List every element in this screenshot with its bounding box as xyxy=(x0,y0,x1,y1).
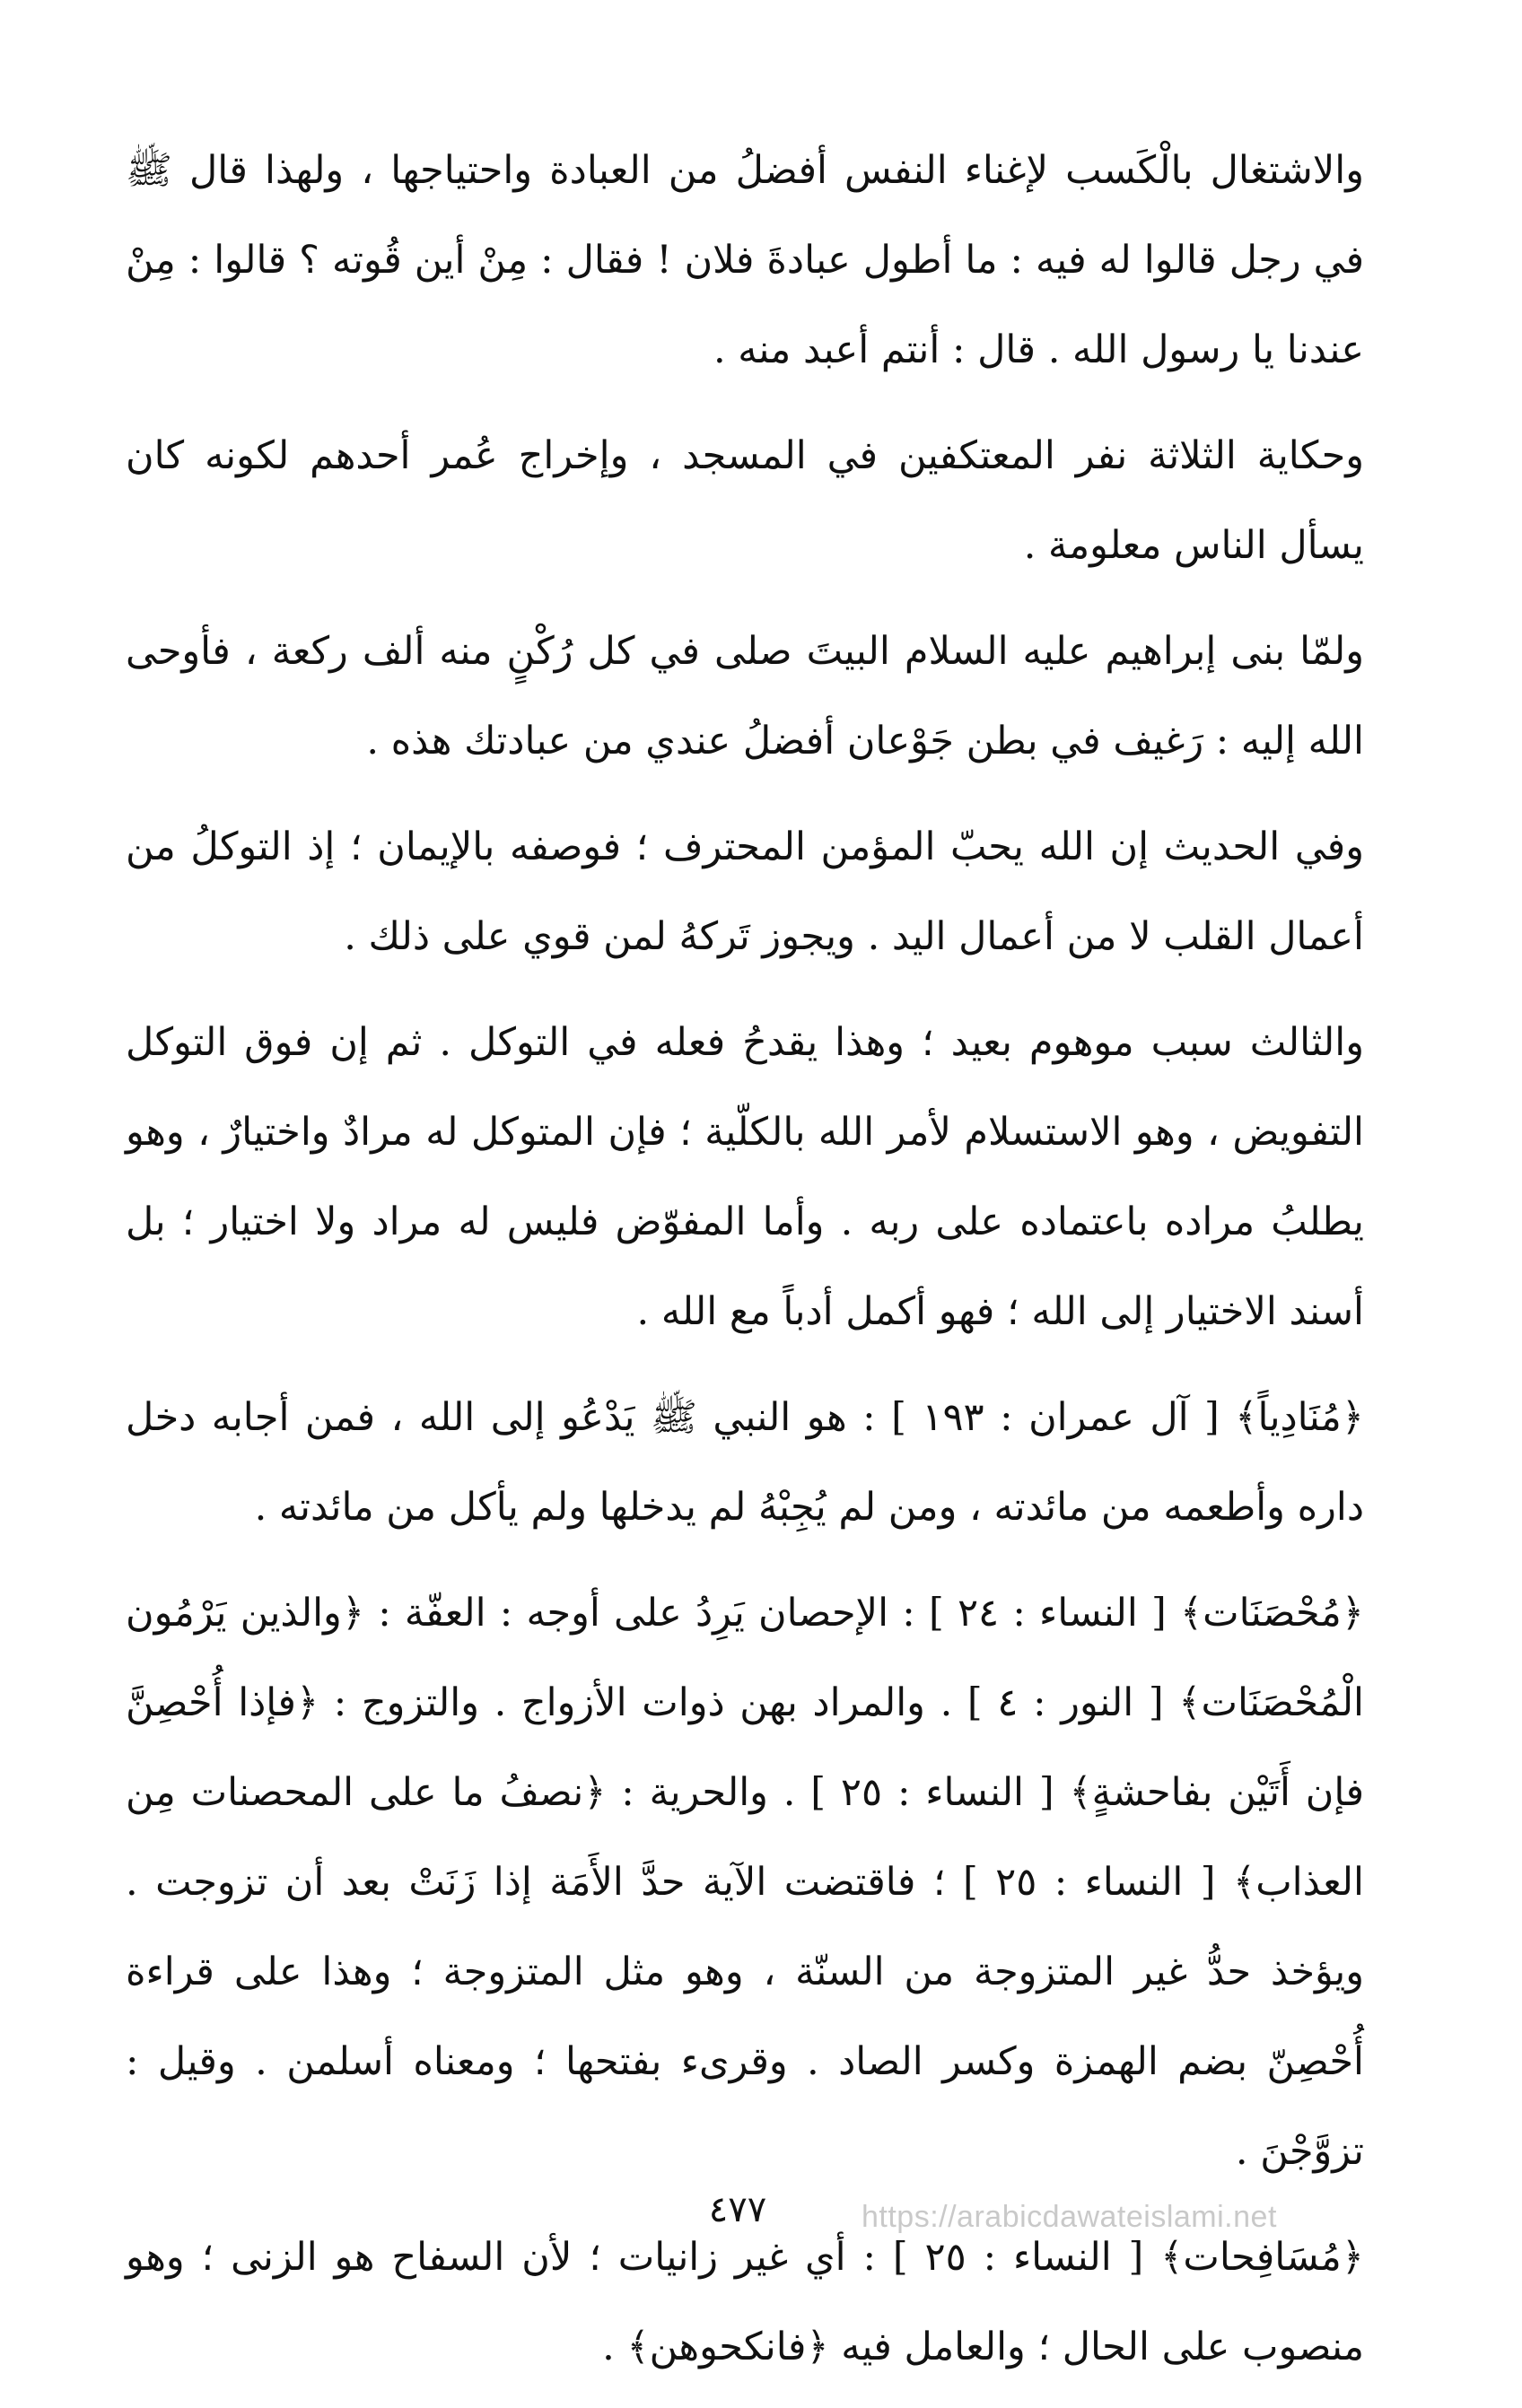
page-number: ٤٧٧ xyxy=(708,2189,767,2230)
paragraph-8: ﴿مُسَافِحات﴾ [ النساء : ٢٥ ] : أي غير زانيات ؛ لأن السفاح هو الزنى ؛ وهو منصوب على الحال ؛ والعامل فيه ﴿فانكحوهن﴾ . xyxy=(126,2235,1364,2369)
paragraph-6: ﴿مُنَادِياً﴾ [ آل عمران : ١٩٣ ] : هو النبي ﷺ يَدْعُو إلى الله ، فمن أجابه دخل داره وأطعمه من مائدته ، ومن لم يُجِبْهُ لم يدخلها ولم يأكل من مائدته . xyxy=(126,1395,1364,1530)
paragraph-7: ﴿مُحْصَنَات﴾ [ النساء : ٢٤ ] : الإحصان يَرِدُ على أوجه : العفّة : ﴿والذين يَرْمُون الْمُحْصَنَات﴾ [ النور : ٤ ] . والمراد بهن ذوات الأزواج . والتزوج : ﴿فإذا أُحْصِنَّ فإن أَتَيْن بفاحشةٍ﴾ [ النساء : ٢٥ ] . والحرية : ﴿نصفُ ما على المحصنات مِن العذاب﴾ [ النساء : ٢٥ ] ؛ فاقتضت الآية حدَّ الأَمَة إذا زَنَتْ بعد أن تزوجت . ويؤخذ حدُّ غير المتزوجة من السنّة ، وهو مثل المتزوجة ؛ وهذا على قراءة أُحْصِنّ بضم الهمزة وكسر الصاد . وقرىء بفتحها ؛ ومعناه أسلمن . وقيل : تزوَّجْنَ . xyxy=(126,1591,1365,2174)
paragraph-1: والاشتغال بالْكَسب لإغناء النفس أفضلُ من العبادة واحتياجها ، ولهذا قال ﷺ في رجل قالوا له فيه : ما أطول عبادةَ فلان ! فقال : مِنْ أين قُوته ؟ قالوا : مِنْ عندنا يا رسول الله . قال : أنتم أعبد منه . xyxy=(126,148,1364,372)
paragraph-4: وفي الحديث إن الله يحبّ المؤمن المحترف ؛ فوصفه بالإيمان ؛ إذ التوكلُ من أعمال القلب لا من أعمال اليد . ويجوز تَركهُ لمن قوي على ذلك . xyxy=(126,824,1364,959)
paragraph-5: والثالث سبب موهوم بعيد ؛ وهذا يقدحُ فعله في التوكل . ثم إن فوق التوكل التفويض ، وهو الاستسلام لأمر الله بالكلّية ؛ فإن المتوكل له مرادٌ واختيارٌ ، وهو يطلبُ مراده باعتماده على ربه . وأما المفوّض فليس له مراد ولا اختيار ؛ بل أسند الاختيار إلى الله ؛ فهو أكمل أدباً مع الله . xyxy=(126,1020,1364,1334)
body-text xyxy=(126,126,1364,2408)
watermark-url: https://arabicdawateislami.net xyxy=(862,2200,1277,2234)
paragraph-2: وحكاية الثلاثة نفر المعتكفين في المسجد ، وإخراج عُمر أحدهم لكونه كان يسأل الناس معلومة . xyxy=(126,433,1364,568)
paragraph-3: ولمّا بنى إبراهيم عليه السلام البيتَ صلى في كل رُكْنٍ منه ألف ركعة ، فأوحى الله إليه : رَغيف في بطن جَوْعان أفضلُ عندي من عبادتك هذه . xyxy=(126,629,1364,763)
